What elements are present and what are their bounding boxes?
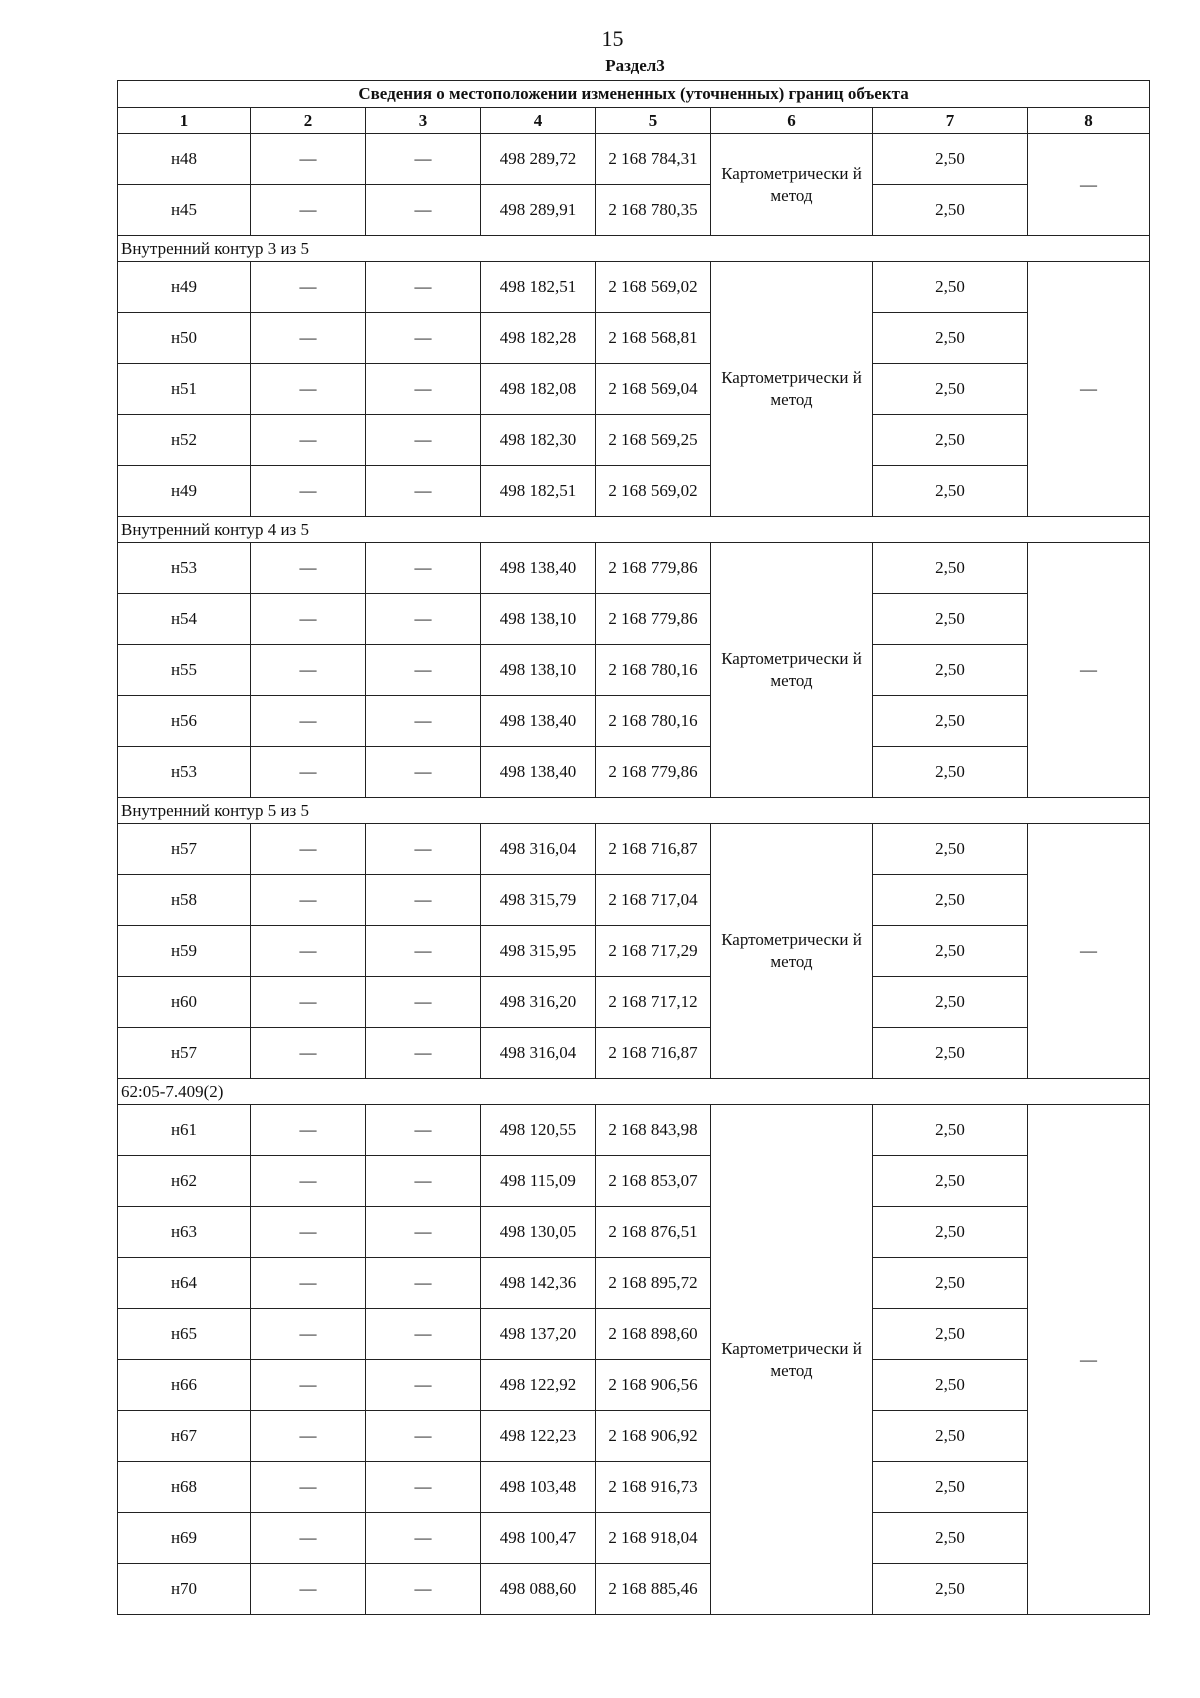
y-coordinate-cell: 2 168 898,60	[596, 1309, 711, 1360]
accuracy-cell: 2,50	[873, 543, 1028, 594]
point-id-cell: н58	[118, 875, 251, 926]
column-8-cell: —	[1028, 824, 1150, 1079]
column-3-cell: —	[366, 415, 481, 466]
accuracy-cell: 2,50	[873, 1360, 1028, 1411]
table-row	[118, 824, 1150, 875]
accuracy-cell: 2,50	[873, 134, 1028, 185]
point-id-cell: н63	[118, 1207, 251, 1258]
point-id-cell: н67	[118, 1411, 251, 1462]
accuracy-cell: 2,50	[873, 1028, 1028, 1079]
x-coordinate-cell: 498 088,60	[481, 1564, 596, 1615]
point-id-cell: н61	[118, 1105, 251, 1156]
accuracy-cell: 2,50	[873, 313, 1028, 364]
column-2-cell: —	[251, 1309, 366, 1360]
y-coordinate-cell: 2 168 780,16	[596, 645, 711, 696]
accuracy-cell: 2,50	[873, 1513, 1028, 1564]
accuracy-cell: 2,50	[873, 364, 1028, 415]
column-2-cell: —	[251, 875, 366, 926]
accuracy-cell: 2,50	[873, 645, 1028, 696]
y-coordinate-cell: 2 168 716,87	[596, 1028, 711, 1079]
column-3-cell: —	[366, 1309, 481, 1360]
contour-label: Внутренний контур 5 из 5	[118, 798, 1150, 824]
x-coordinate-cell: 498 138,40	[481, 543, 596, 594]
column-3-cell: —	[366, 364, 481, 415]
point-id-cell: н52	[118, 415, 251, 466]
column-8-cell: —	[1028, 1105, 1150, 1615]
point-id-cell: н57	[118, 824, 251, 875]
contour-header-row	[118, 798, 1150, 824]
x-coordinate-cell: 498 122,92	[481, 1360, 596, 1411]
contour-label: Внутренний контур 3 из 5	[118, 236, 1150, 262]
y-coordinate-cell: 2 168 895,72	[596, 1258, 711, 1309]
point-id-cell: н49	[118, 466, 251, 517]
column-2-cell: —	[251, 1462, 366, 1513]
table-row	[118, 313, 1150, 364]
contour-label: Внутренний контур 4 из 5	[118, 517, 1150, 543]
accuracy-cell: 2,50	[873, 875, 1028, 926]
point-id-cell: н68	[118, 1462, 251, 1513]
accuracy-cell: 2,50	[873, 1156, 1028, 1207]
column-3-cell: —	[366, 645, 481, 696]
column-number: 7	[873, 108, 1028, 134]
column-2-cell: —	[251, 1258, 366, 1309]
column-3-cell: —	[366, 1207, 481, 1258]
table-row	[118, 262, 1150, 313]
column-8-cell: —	[1028, 543, 1150, 798]
y-coordinate-cell: 2 168 779,86	[596, 543, 711, 594]
column-2-cell: —	[251, 594, 366, 645]
table-row	[118, 1462, 1150, 1513]
y-coordinate-cell: 2 168 906,92	[596, 1411, 711, 1462]
y-coordinate-cell: 2 168 784,31	[596, 134, 711, 185]
column-3-cell: —	[366, 977, 481, 1028]
x-coordinate-cell: 498 100,47	[481, 1513, 596, 1564]
column-2-cell: —	[251, 1156, 366, 1207]
accuracy-cell: 2,50	[873, 1462, 1028, 1513]
table-row	[118, 926, 1150, 977]
table-title: Сведения о местоположении измененных (уточненных) границ объекта	[118, 81, 1150, 108]
column-number: 2	[251, 108, 366, 134]
point-id-cell: н57	[118, 1028, 251, 1079]
x-coordinate-cell: 498 315,95	[481, 926, 596, 977]
column-number: 4	[481, 108, 596, 134]
y-coordinate-cell: 2 168 779,86	[596, 594, 711, 645]
table-row	[118, 1207, 1150, 1258]
column-2-cell: —	[251, 1513, 366, 1564]
accuracy-cell: 2,50	[873, 1207, 1028, 1258]
accuracy-cell: 2,50	[873, 1105, 1028, 1156]
column-3-cell: —	[366, 313, 481, 364]
point-id-cell: н48	[118, 134, 251, 185]
method-cell: Картометрически й метод	[711, 824, 873, 1079]
column-2-cell: —	[251, 977, 366, 1028]
method-cell: Картометрически й метод	[711, 262, 873, 517]
column-2-cell: —	[251, 926, 366, 977]
point-id-cell: н54	[118, 594, 251, 645]
section-title: Раздел3	[605, 56, 665, 75]
y-coordinate-cell: 2 168 569,02	[596, 466, 711, 517]
x-coordinate-cell: 498 182,30	[481, 415, 596, 466]
y-coordinate-cell: 2 168 568,81	[596, 313, 711, 364]
x-coordinate-cell: 498 182,08	[481, 364, 596, 415]
x-coordinate-cell: 498 122,23	[481, 1411, 596, 1462]
table-row	[118, 1105, 1150, 1156]
table-row	[118, 134, 1150, 185]
column-numbers-row	[118, 108, 1150, 134]
table-row	[118, 364, 1150, 415]
x-coordinate-cell: 498 130,05	[481, 1207, 596, 1258]
method-cell: Картометрически й метод	[711, 1105, 873, 1615]
table-row	[118, 1309, 1150, 1360]
table-row	[118, 466, 1150, 517]
column-2-cell: —	[251, 1028, 366, 1079]
x-coordinate-cell: 498 182,51	[481, 466, 596, 517]
x-coordinate-cell: 498 115,09	[481, 1156, 596, 1207]
column-3-cell: —	[366, 466, 481, 517]
y-coordinate-cell: 2 168 716,87	[596, 824, 711, 875]
point-id-cell: н53	[118, 543, 251, 594]
column-3-cell: —	[366, 1513, 481, 1564]
y-coordinate-cell: 2 168 916,73	[596, 1462, 711, 1513]
table-body	[118, 134, 1150, 1615]
x-coordinate-cell: 498 316,04	[481, 1028, 596, 1079]
column-number: 8	[1028, 108, 1150, 134]
y-coordinate-cell: 2 168 918,04	[596, 1513, 711, 1564]
accuracy-cell: 2,50	[873, 926, 1028, 977]
column-2-cell: —	[251, 1207, 366, 1258]
x-coordinate-cell: 498 316,20	[481, 977, 596, 1028]
column-number: 5	[596, 108, 711, 134]
accuracy-cell: 2,50	[873, 466, 1028, 517]
y-coordinate-cell: 2 168 717,29	[596, 926, 711, 977]
accuracy-cell: 2,50	[873, 1564, 1028, 1615]
table-row	[118, 543, 1150, 594]
table-row	[118, 1513, 1150, 1564]
x-coordinate-cell: 498 120,55	[481, 1105, 596, 1156]
y-coordinate-cell: 2 168 717,04	[596, 875, 711, 926]
table-row	[118, 1156, 1150, 1207]
point-id-cell: н70	[118, 1564, 251, 1615]
column-3-cell: —	[366, 543, 481, 594]
x-coordinate-cell: 498 316,04	[481, 824, 596, 875]
column-number: 3	[366, 108, 481, 134]
contour-label: 62:05-7.409(2)	[118, 1079, 1150, 1105]
column-2-cell: —	[251, 466, 366, 517]
point-id-cell: н56	[118, 696, 251, 747]
column-3-cell: —	[366, 594, 481, 645]
column-2-cell: —	[251, 824, 366, 875]
column-2-cell: —	[251, 313, 366, 364]
y-coordinate-cell: 2 168 569,04	[596, 364, 711, 415]
method-cell: Картометрически й метод	[711, 134, 873, 236]
point-id-cell: н69	[118, 1513, 251, 1564]
contour-header-row	[118, 517, 1150, 543]
x-coordinate-cell: 498 103,48	[481, 1462, 596, 1513]
y-coordinate-cell: 2 168 906,56	[596, 1360, 711, 1411]
column-3-cell: —	[366, 926, 481, 977]
point-id-cell: н60	[118, 977, 251, 1028]
point-id-cell: н45	[118, 185, 251, 236]
column-3-cell: —	[366, 1564, 481, 1615]
accuracy-cell: 2,50	[873, 1309, 1028, 1360]
table-row	[118, 977, 1150, 1028]
column-2-cell: —	[251, 1105, 366, 1156]
column-2-cell: —	[251, 543, 366, 594]
column-3-cell: —	[366, 824, 481, 875]
table-row	[118, 185, 1150, 236]
y-coordinate-cell: 2 168 853,07	[596, 1156, 711, 1207]
table-row	[118, 696, 1150, 747]
x-coordinate-cell: 498 289,72	[481, 134, 596, 185]
x-coordinate-cell: 498 182,51	[481, 262, 596, 313]
column-3-cell: —	[366, 262, 481, 313]
point-id-cell: н51	[118, 364, 251, 415]
column-2-cell: —	[251, 134, 366, 185]
x-coordinate-cell: 498 137,20	[481, 1309, 596, 1360]
table-row	[118, 594, 1150, 645]
x-coordinate-cell: 498 182,28	[481, 313, 596, 364]
x-coordinate-cell: 498 289,91	[481, 185, 596, 236]
accuracy-cell: 2,50	[873, 262, 1028, 313]
column-2-cell: —	[251, 696, 366, 747]
column-number: 6	[711, 108, 873, 134]
column-3-cell: —	[366, 185, 481, 236]
accuracy-cell: 2,50	[873, 185, 1028, 236]
y-coordinate-cell: 2 168 885,46	[596, 1564, 711, 1615]
column-2-cell: —	[251, 185, 366, 236]
y-coordinate-cell: 2 168 569,25	[596, 415, 711, 466]
column-3-cell: —	[366, 134, 481, 185]
y-coordinate-cell: 2 168 569,02	[596, 262, 711, 313]
column-2-cell: —	[251, 1411, 366, 1462]
column-8-cell: —	[1028, 262, 1150, 517]
x-coordinate-cell: 498 142,36	[481, 1258, 596, 1309]
point-id-cell: н62	[118, 1156, 251, 1207]
page-number: 15	[601, 26, 624, 51]
x-coordinate-cell: 498 138,40	[481, 696, 596, 747]
column-3-cell: —	[366, 1360, 481, 1411]
column-2-cell: —	[251, 364, 366, 415]
table-row	[118, 415, 1150, 466]
column-number: 1	[118, 108, 251, 134]
column-2-cell: —	[251, 262, 366, 313]
column-2-cell: —	[251, 645, 366, 696]
point-id-cell: н65	[118, 1309, 251, 1360]
column-3-cell: —	[366, 875, 481, 926]
accuracy-cell: 2,50	[873, 747, 1028, 798]
y-coordinate-cell: 2 168 779,86	[596, 747, 711, 798]
x-coordinate-cell: 498 138,10	[481, 594, 596, 645]
table-row	[118, 1411, 1150, 1462]
column-2-cell: —	[251, 415, 366, 466]
point-id-cell: н55	[118, 645, 251, 696]
y-coordinate-cell: 2 168 780,16	[596, 696, 711, 747]
y-coordinate-cell: 2 168 876,51	[596, 1207, 711, 1258]
accuracy-cell: 2,50	[873, 824, 1028, 875]
column-3-cell: —	[366, 1105, 481, 1156]
point-id-cell: н50	[118, 313, 251, 364]
table-row	[118, 1258, 1150, 1309]
x-coordinate-cell: 498 138,10	[481, 645, 596, 696]
table-row	[118, 645, 1150, 696]
point-id-cell: н59	[118, 926, 251, 977]
column-8-cell: —	[1028, 134, 1150, 236]
boundary-coordinates-table	[117, 80, 1150, 1615]
column-3-cell: —	[366, 1258, 481, 1309]
point-id-cell: н66	[118, 1360, 251, 1411]
y-coordinate-cell: 2 168 843,98	[596, 1105, 711, 1156]
column-2-cell: —	[251, 1564, 366, 1615]
table-row	[118, 1564, 1150, 1615]
table-row	[118, 1028, 1150, 1079]
point-id-cell: н49	[118, 262, 251, 313]
x-coordinate-cell: 498 315,79	[481, 875, 596, 926]
contour-header-row	[118, 1079, 1150, 1105]
column-3-cell: —	[366, 696, 481, 747]
column-3-cell: —	[366, 1028, 481, 1079]
y-coordinate-cell: 2 168 780,35	[596, 185, 711, 236]
table-row	[118, 875, 1150, 926]
accuracy-cell: 2,50	[873, 977, 1028, 1028]
accuracy-cell: 2,50	[873, 1411, 1028, 1462]
column-2-cell: —	[251, 747, 366, 798]
accuracy-cell: 2,50	[873, 594, 1028, 645]
column-3-cell: —	[366, 1462, 481, 1513]
accuracy-cell: 2,50	[873, 415, 1028, 466]
column-2-cell: —	[251, 1360, 366, 1411]
x-coordinate-cell: 498 138,40	[481, 747, 596, 798]
accuracy-cell: 2,50	[873, 696, 1028, 747]
table-row	[118, 1360, 1150, 1411]
accuracy-cell: 2,50	[873, 1258, 1028, 1309]
column-3-cell: —	[366, 747, 481, 798]
point-id-cell: н64	[118, 1258, 251, 1309]
column-3-cell: —	[366, 1156, 481, 1207]
table-row	[118, 747, 1150, 798]
column-3-cell: —	[366, 1411, 481, 1462]
contour-header-row	[118, 236, 1150, 262]
y-coordinate-cell: 2 168 717,12	[596, 977, 711, 1028]
point-id-cell: н53	[118, 747, 251, 798]
method-cell: Картометрически й метод	[711, 543, 873, 798]
